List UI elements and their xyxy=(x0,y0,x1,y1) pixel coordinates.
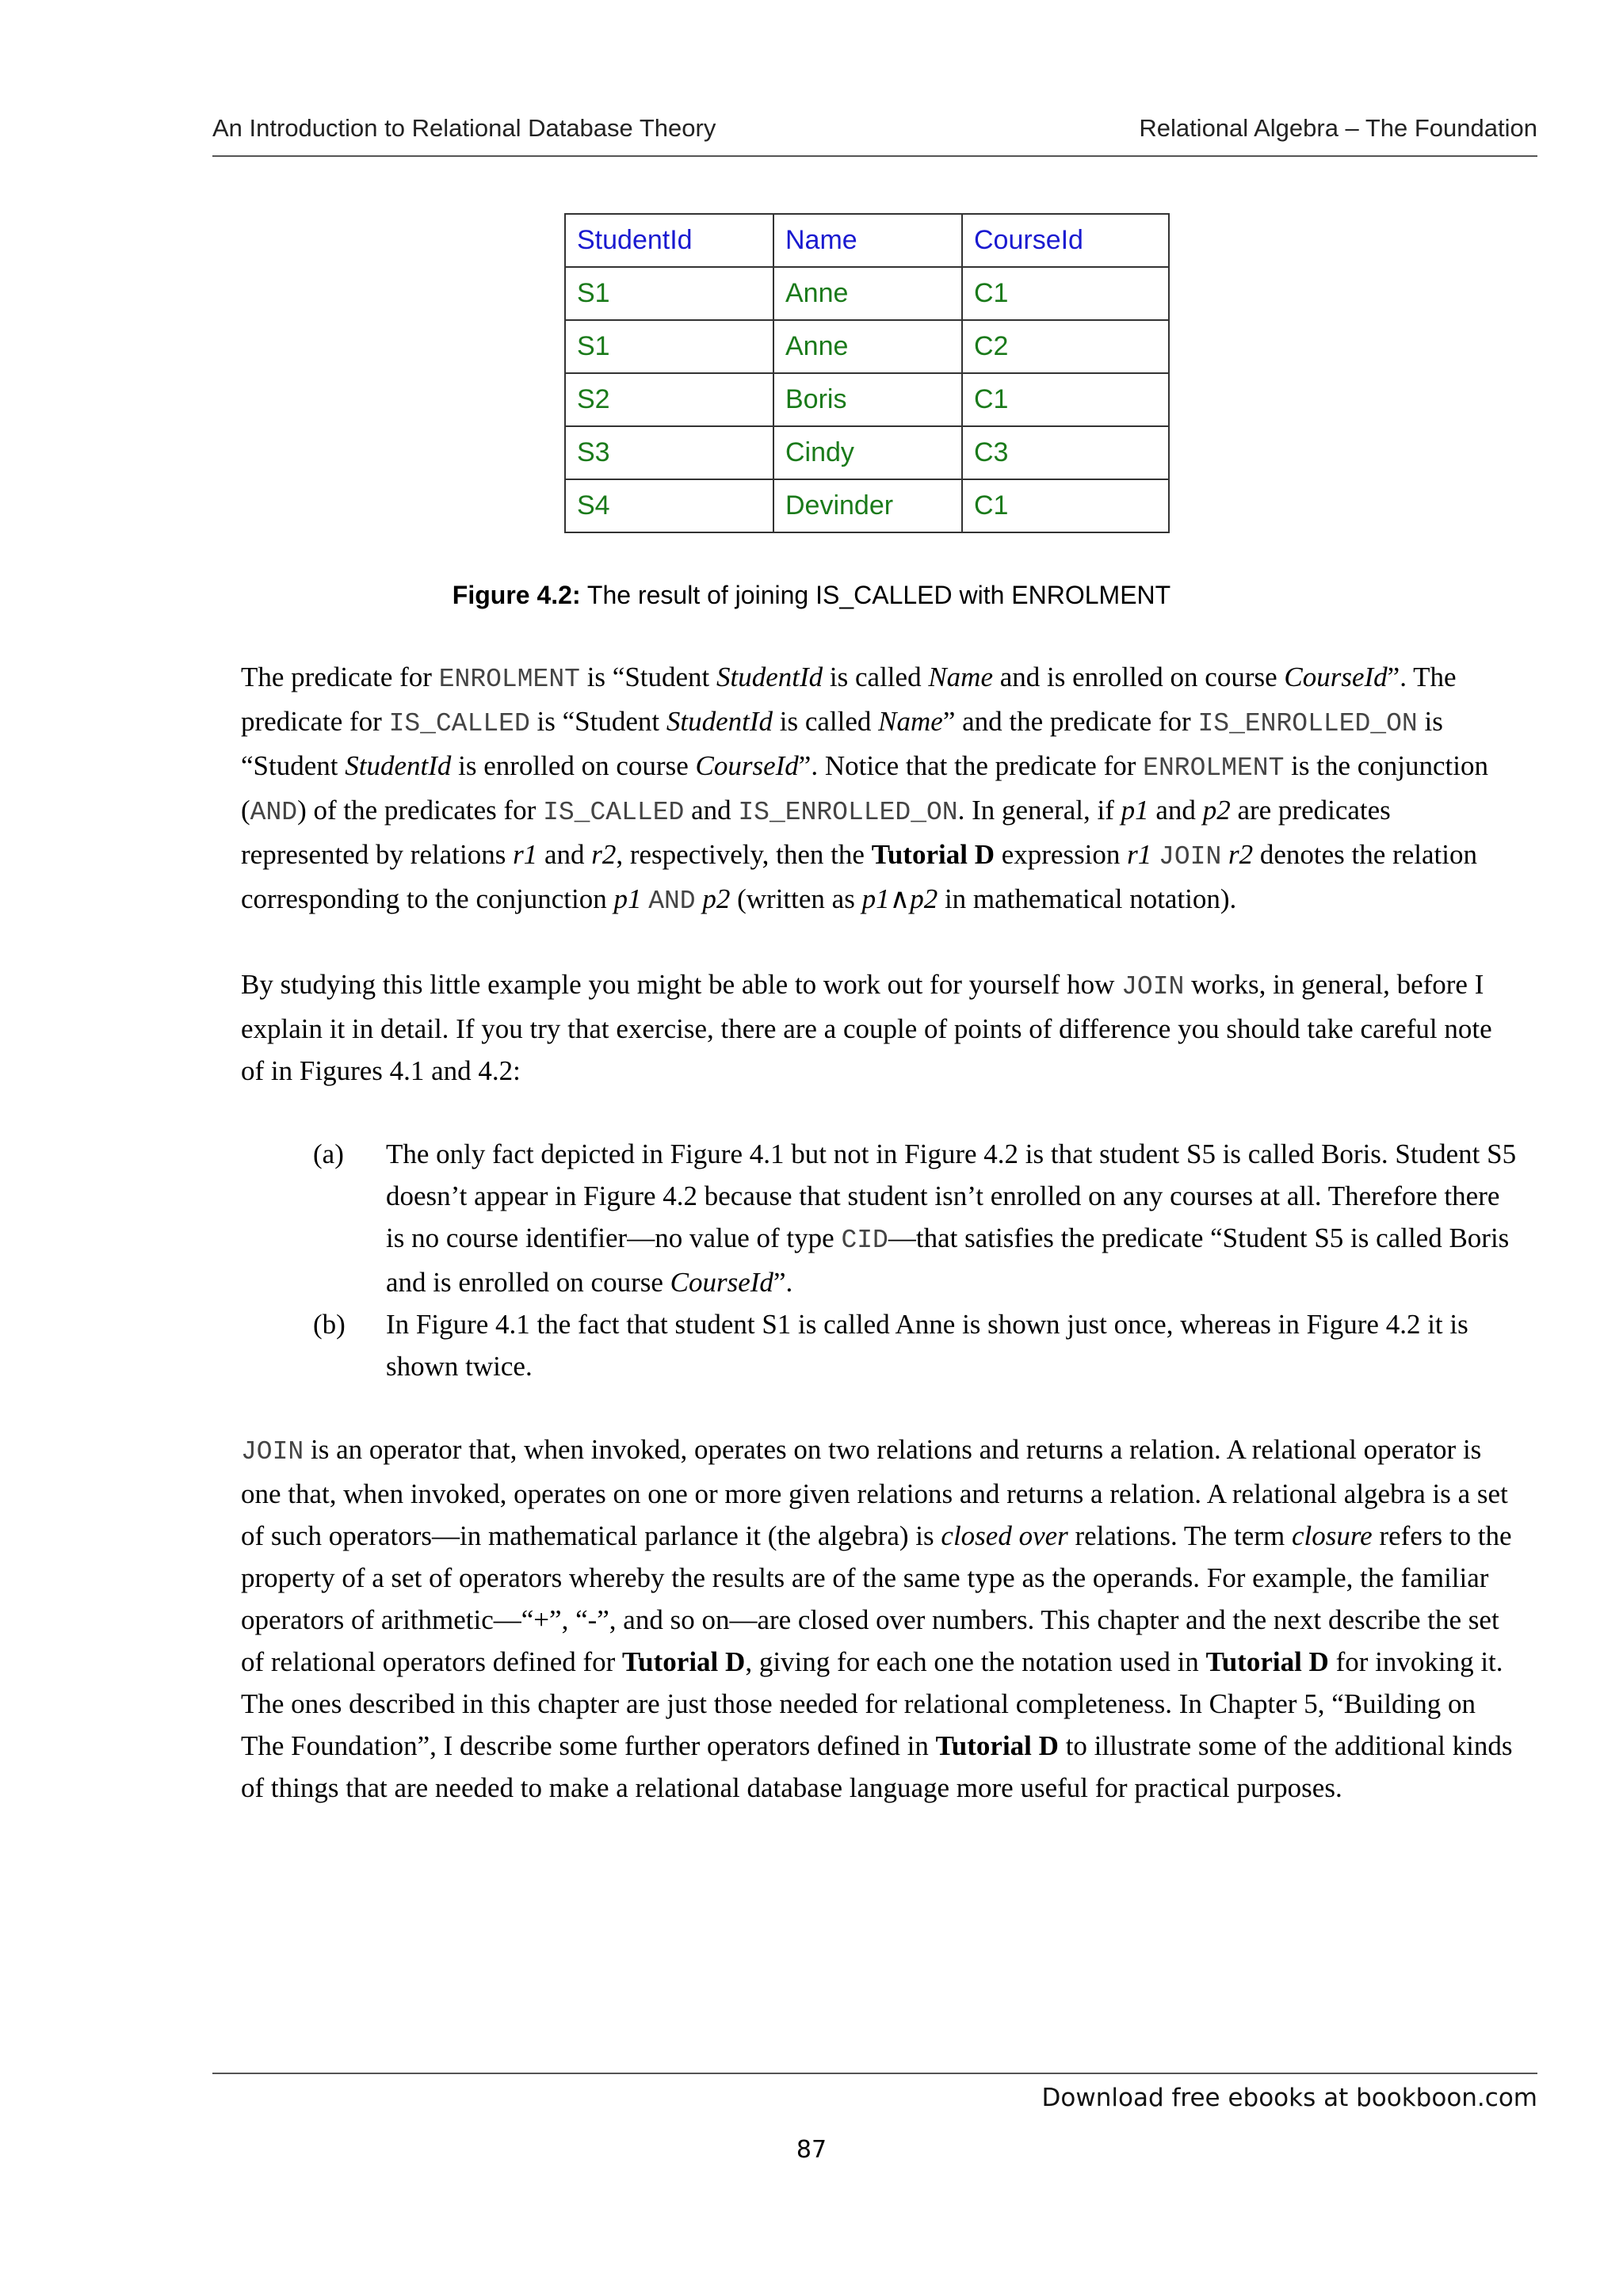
column-header: StudentId xyxy=(565,214,773,267)
body-text xyxy=(241,656,1517,1850)
table-cell: Anne xyxy=(773,320,962,373)
list-item-label: (a) xyxy=(313,1138,344,1169)
header-chapter-title: Relational Algebra – The Foundation xyxy=(1139,114,1537,142)
table-header-row xyxy=(565,214,1169,267)
column-header: CourseId xyxy=(962,214,1169,267)
table-cell: S4 xyxy=(565,479,773,532)
table-cell: S1 xyxy=(565,320,773,373)
paragraph-predicates: The predicate for ENROLMENT is “Student StudentId is called Name and is enrolled on course CourseId”. The predicate for IS_CALLED is “Student StudentId is called Name” and the predicate for IS_ENROLLED_ON is “Student StudentId is enrolled on course CourseId”. Notice that the predicate for ENROLMENT is the conjunction (AND) of the predicates for IS_CALLED and IS_ENROLLED_ON. In general, if p1 and p2 are predicates represented by relations r1 and r2, respectively, then the Tutorial D expression r1 JOIN r2 denotes the relation corresponding to the conjunction p1 AND p2 (written as p1∧p2 in mathematical notation). xyxy=(241,662,1488,916)
page-header xyxy=(212,111,1537,157)
table-cell: S2 xyxy=(565,373,773,426)
table-cell: Anne xyxy=(773,267,962,320)
column-header: Name xyxy=(773,214,962,267)
figure-caption xyxy=(0,581,1623,610)
table-cell: S1 xyxy=(565,267,773,320)
paragraph-example: By studying this little example you might be able to work out for yourself how JOIN works, in general, before I explain it in detail. If you try that exercise, there are a couple of points of difference you should take careful note of in Figures 4.1 and 4.2: xyxy=(241,969,1492,1086)
footer-divider xyxy=(212,2073,1537,2074)
table-cell: C1 xyxy=(962,479,1169,532)
paragraph-join-operator: JOIN is an operator that, when invoked, operates on two relations and returns a relation. A relational operator is one that, when invoked, operates on one or more given relations and returns a relation. A relational algebra is a set of such operators—in mathematical parlance it (the algebra) is closed over relations. The term closure refers to the property of a set of operators whereby the results are of the same type as the operands. For example, the familiar operators of arithmetic—“+”, “-”, and so on—are closed over numbers. This chapter and the next describe the set of relational operators defined for Tutorial D, giving for each one the notation used in Tutorial D for invoking it. The ones described in this chapter are just those needed for relational completeness. In Chapter 5, “Building on The Foundation”, I describe some further operators defined in Tutorial D to illustrate some of the additional kinds of things that are needed to make a relational database language more useful for practical purposes. xyxy=(241,1434,1513,1803)
list-item-label: (b) xyxy=(313,1309,346,1340)
table-cell: Devinder xyxy=(773,479,962,532)
figure-caption-text: The result of joining IS_CALLED with ENROLMENT xyxy=(580,581,1171,609)
table-cell: C2 xyxy=(962,320,1169,373)
table-row xyxy=(565,426,1169,479)
list-item: (b) In Figure 4.1 the fact that student S1 is called Anne is shown just once, whereas in Figure 4.2 it is shown twice. xyxy=(241,1303,1517,1387)
table-row xyxy=(565,320,1169,373)
join-result-table xyxy=(564,213,1170,533)
page-number: 87 xyxy=(796,2136,827,2164)
table-row xyxy=(565,373,1169,426)
table-cell: C1 xyxy=(962,267,1169,320)
table-cell: S3 xyxy=(565,426,773,479)
table-cell: C1 xyxy=(962,373,1169,426)
table-cell: C3 xyxy=(962,426,1169,479)
table-row xyxy=(565,267,1169,320)
footer-link[interactable]: Download free ebooks at bookboon.com xyxy=(1041,2084,1537,2112)
table-cell: Cindy xyxy=(773,426,962,479)
table-row xyxy=(565,479,1169,532)
difference-list xyxy=(241,1133,1517,1387)
list-item: (a) The only fact depicted in Figure 4.1 but not in Figure 4.2 is that student S5 is called Boris. Student S5 doesn’t appear in Figure 4.2 because that student isn’t enrolled on any courses at all. Therefore there is no course identifier—no value of type CID—that satisfies the predicate “Student S5 is called Boris and is enrolled on course CourseId”. xyxy=(241,1133,1517,1303)
header-book-title: An Introduction to Relational Database Theory xyxy=(212,114,716,142)
figure-label: Figure 4.2: xyxy=(452,581,581,609)
table-cell: Boris xyxy=(773,373,962,426)
